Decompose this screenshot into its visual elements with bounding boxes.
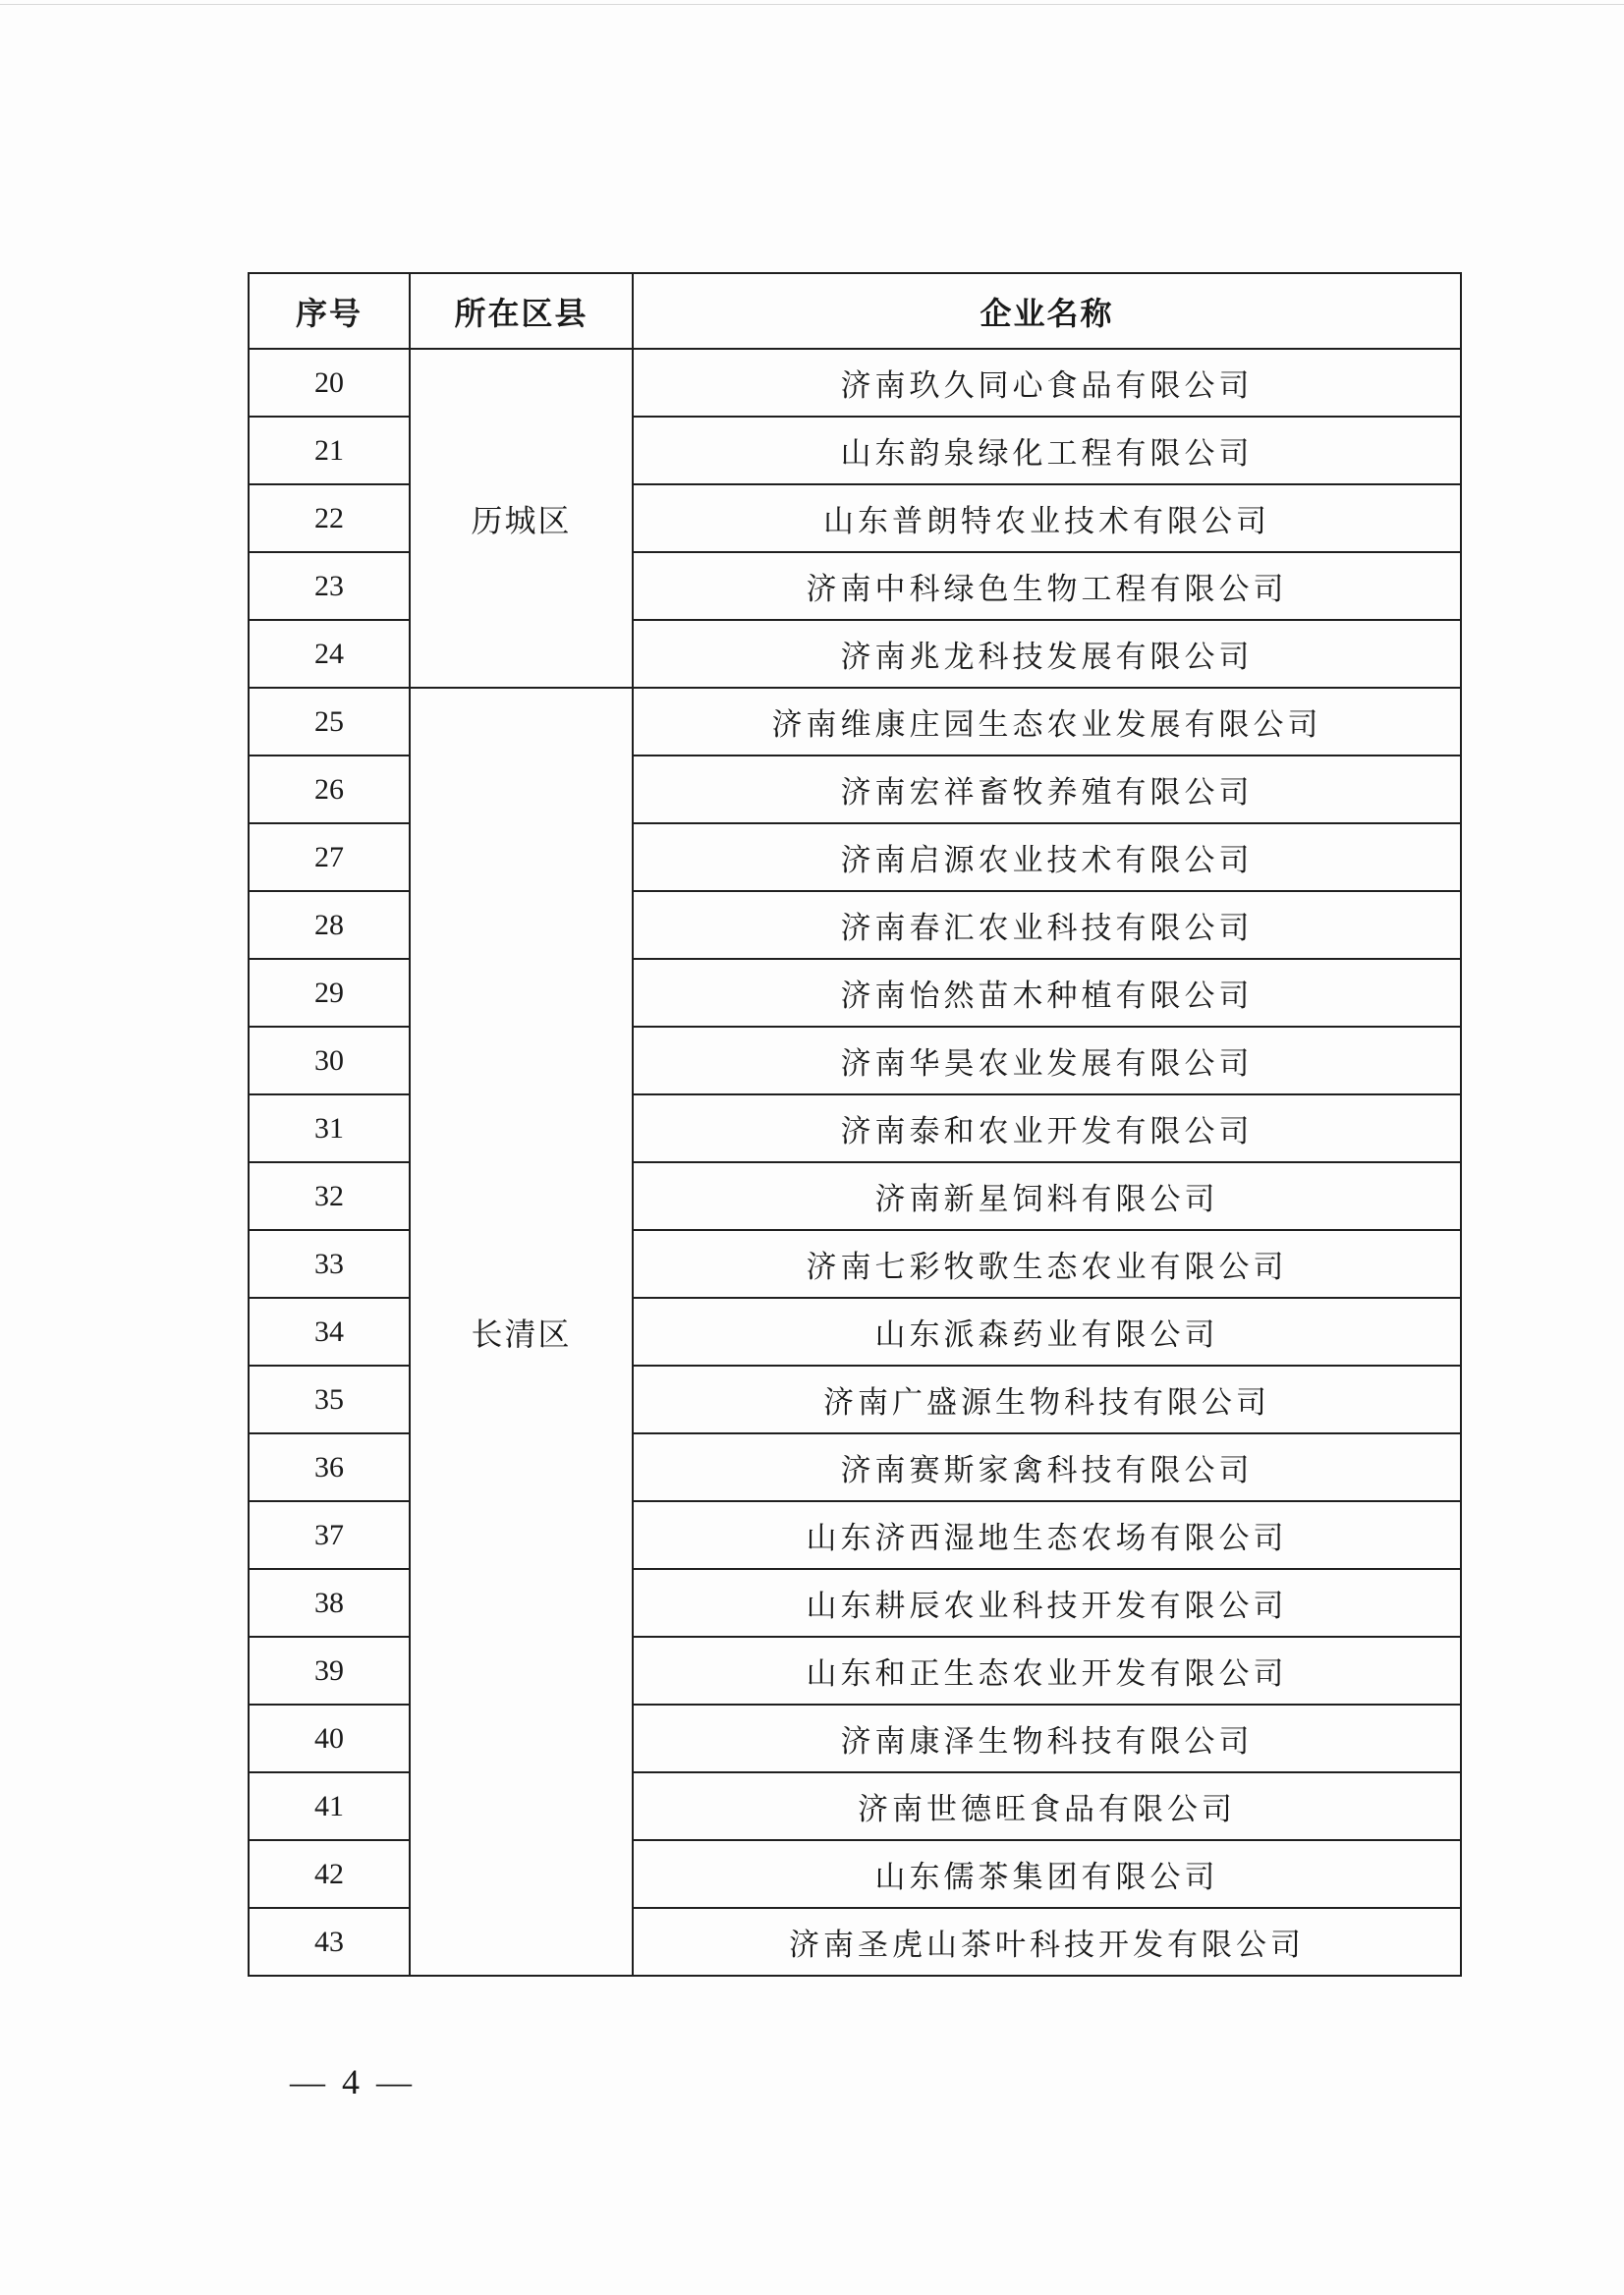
header-company: 企业名称: [633, 273, 1461, 349]
row-index: 28: [249, 891, 410, 959]
row-index: 21: [249, 417, 410, 484]
company-name: 济南宏祥畜牧养殖有限公司: [633, 756, 1461, 823]
row-index: 31: [249, 1094, 410, 1162]
company-name: 济南华昊农业发展有限公司: [633, 1027, 1461, 1094]
company-name: 济南春汇农业科技有限公司: [633, 891, 1461, 959]
row-index: 34: [249, 1298, 410, 1366]
company-name: 济南新星饲料有限公司: [633, 1162, 1461, 1230]
company-name: 济南玖久同心食品有限公司: [633, 349, 1461, 417]
company-name: 济南康泽生物科技有限公司: [633, 1705, 1461, 1772]
table-row: [249, 688, 1461, 756]
table-row: [249, 349, 1461, 417]
row-index: 37: [249, 1501, 410, 1569]
header-index: 序号: [249, 273, 410, 349]
header-district: 所在区县: [410, 273, 633, 349]
page-number: — 4 —: [290, 2062, 416, 2101]
row-index: 35: [249, 1366, 410, 1433]
row-index: 29: [249, 959, 410, 1027]
table-body: [249, 349, 1461, 1976]
row-index: 23: [249, 552, 410, 620]
row-index: 40: [249, 1705, 410, 1772]
company-name: 济南兆龙科技发展有限公司: [633, 620, 1461, 688]
row-index: 26: [249, 756, 410, 823]
company-name: 济南广盛源生物科技有限公司: [633, 1366, 1461, 1433]
company-name: 山东和正生态农业开发有限公司: [633, 1637, 1461, 1705]
row-index: 25: [249, 688, 410, 756]
district-cell: 长清区: [410, 688, 633, 1976]
company-name: 济南中科绿色生物工程有限公司: [633, 552, 1461, 620]
row-index: 27: [249, 823, 410, 891]
company-name: 山东儒茶集团有限公司: [633, 1840, 1461, 1908]
row-index: 39: [249, 1637, 410, 1705]
row-index: 41: [249, 1772, 410, 1840]
scan-edge-line: [0, 4, 1624, 5]
company-name: 山东派森药业有限公司: [633, 1298, 1461, 1366]
district-cell: 历城区: [410, 349, 633, 688]
company-name: 济南世德旺食品有限公司: [633, 1772, 1461, 1840]
row-index: 32: [249, 1162, 410, 1230]
company-name: 山东韵泉绿化工程有限公司: [633, 417, 1461, 484]
row-index: 38: [249, 1569, 410, 1637]
company-name: 济南七彩牧歌生态农业有限公司: [633, 1230, 1461, 1298]
row-index: 24: [249, 620, 410, 688]
row-index: 42: [249, 1840, 410, 1908]
company-name: 济南启源农业技术有限公司: [633, 823, 1461, 891]
company-name: 济南怡然苗木种植有限公司: [633, 959, 1461, 1027]
row-index: 36: [249, 1433, 410, 1501]
company-name: 济南维康庄园生态农业发展有限公司: [633, 688, 1461, 756]
row-index: 22: [249, 484, 410, 552]
company-name: 济南圣虎山茶叶科技开发有限公司: [633, 1908, 1461, 1976]
row-index: 20: [249, 349, 410, 417]
company-name: 山东普朗特农业技术有限公司: [633, 484, 1461, 552]
row-index: 33: [249, 1230, 410, 1298]
row-index: 30: [249, 1027, 410, 1094]
company-name: 济南赛斯家禽科技有限公司: [633, 1433, 1461, 1501]
table-header-row: [249, 273, 1461, 349]
company-table: [248, 272, 1462, 1977]
company-name: 山东耕辰农业科技开发有限公司: [633, 1569, 1461, 1637]
row-index: 43: [249, 1908, 410, 1976]
company-name: 山东济西湿地生态农场有限公司: [633, 1501, 1461, 1569]
company-name: 济南泰和农业开发有限公司: [633, 1094, 1461, 1162]
